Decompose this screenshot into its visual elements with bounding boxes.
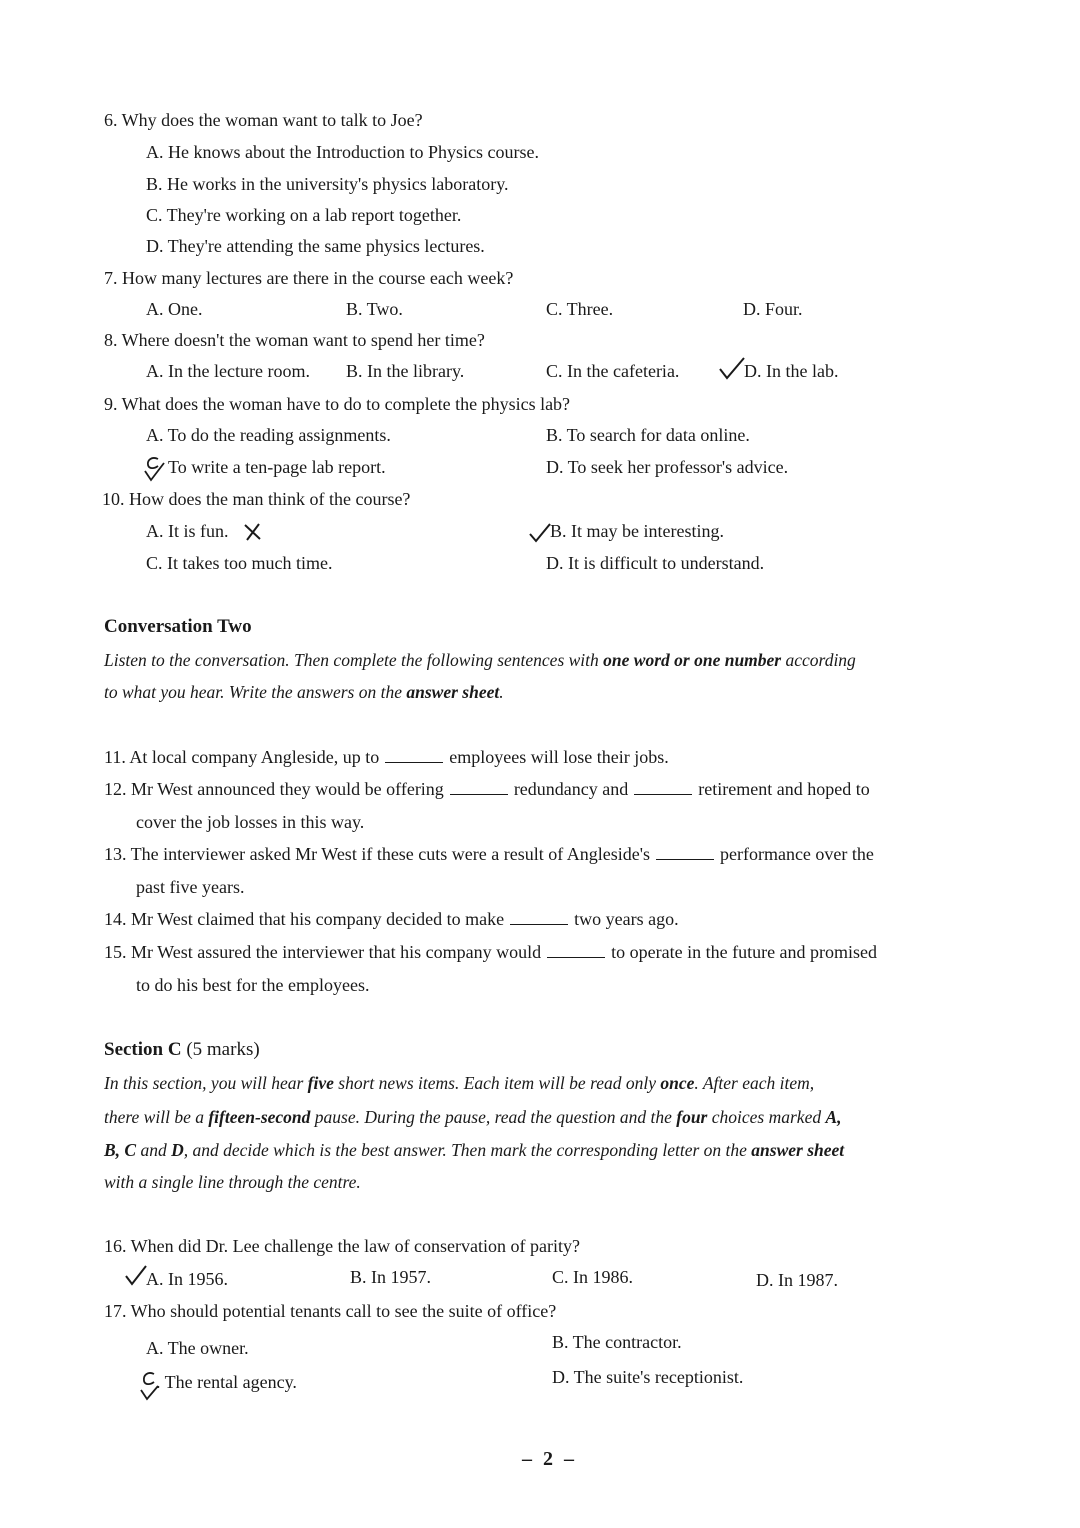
q10-stem: 10. How does the man think of the course? bbox=[102, 489, 411, 509]
q9-stem: 9. What does the woman have to do to complete the physics lab? bbox=[104, 394, 571, 414]
q17-stem: 17. Who should potential tenants call to see the suite of office? bbox=[104, 1301, 557, 1321]
q8-option-d: D. In the lab. bbox=[744, 361, 839, 381]
q6-stem: 6. Why does the woman want to talk to Joe? bbox=[104, 110, 423, 130]
conversation-two-instruction-line2: to what you hear. Write the answers on the answer sheet. bbox=[104, 682, 504, 702]
q6-option-a: A. He knows about the Introduction to Physics course. bbox=[146, 142, 539, 162]
answer-blank bbox=[634, 778, 692, 795]
q14: 14. Mr West claimed that his company decided to make two years ago. bbox=[104, 909, 679, 929]
q16-option-b: B. In 1957. bbox=[350, 1267, 431, 1287]
q17-option-b: B. The contractor. bbox=[552, 1332, 682, 1352]
q9-option-a: A. To do the reading assignments. bbox=[146, 425, 391, 445]
q7-option-b: B. Two. bbox=[346, 299, 403, 319]
q10-option-b: B. It may be interesting. bbox=[550, 521, 724, 541]
handwritten-c-checkmark-icon bbox=[142, 453, 166, 483]
q6-option-c: C. They're working on a lab report together. bbox=[146, 205, 462, 225]
q10-option-a: A. It is fun. bbox=[146, 521, 229, 541]
q7-option-c: C. Three. bbox=[546, 299, 614, 319]
q9-option-c: To write a ten-page lab report. bbox=[168, 457, 386, 477]
q8-stem: 8. Where doesn't the woman want to spend her time? bbox=[104, 330, 485, 350]
q15-continuation: to do his best for the employees. bbox=[136, 975, 370, 995]
conversation-two-instruction-line1: Listen to the conversation. Then complete the following sentences with one word or one number according bbox=[104, 650, 856, 670]
checkmark-icon bbox=[718, 356, 746, 382]
conversation-two-heading: Conversation Two bbox=[104, 616, 252, 637]
section-c-instruction-line2: there will be a fifteen-second pause. During the pause, read the question and the four choices marked A, bbox=[104, 1107, 842, 1127]
section-c-instruction-line4: with a single line through the centre. bbox=[104, 1172, 361, 1192]
page-number: – 2 – bbox=[522, 1448, 577, 1470]
answer-blank bbox=[656, 843, 714, 860]
checkmark-icon bbox=[528, 520, 552, 544]
checkmark-icon bbox=[124, 1263, 148, 1287]
q13: 13. The interviewer asked Mr West if these cuts were a result of Angleside's performance over the bbox=[104, 844, 874, 864]
q8-option-c: C. In the cafeteria. bbox=[546, 361, 680, 381]
q9-option-b: B. To search for data online. bbox=[546, 425, 750, 445]
answer-blank bbox=[450, 778, 508, 795]
section-c-instruction-line3: B, C and D, and decide which is the best answer. Then mark the corresponding letter on the answer sheet bbox=[104, 1140, 845, 1160]
section-c-heading: Section C (5 marks) bbox=[104, 1039, 260, 1060]
q9-option-d: D. To seek her professor's advice. bbox=[546, 457, 789, 477]
q15: 15. Mr West assured the interviewer that his company would to operate in the future and promised bbox=[104, 942, 878, 962]
q11: 11. At local company Angleside, up to employees will lose their jobs. bbox=[104, 747, 669, 767]
answer-blank bbox=[385, 746, 443, 763]
q12: 12. Mr West announced they would be offering redundancy and retirement and hoped to bbox=[104, 779, 870, 799]
q7-option-d: D. Four. bbox=[743, 299, 803, 319]
q8-option-b: B. In the library. bbox=[346, 361, 465, 381]
cross-mark-icon bbox=[242, 521, 264, 543]
q10-option-c: C. It takes too much time. bbox=[146, 553, 333, 573]
q17-option-a: A. The owner. bbox=[146, 1338, 249, 1358]
answer-blank bbox=[547, 941, 605, 958]
q7-option-a: A. One. bbox=[146, 299, 203, 319]
q16-option-a: A. In 1956. bbox=[146, 1269, 228, 1289]
q6-option-b: B. He works in the university's physics laboratory. bbox=[146, 174, 509, 194]
answer-blank bbox=[510, 908, 568, 925]
q8-option-a: A. In the lecture room. bbox=[146, 361, 310, 381]
q6-option-d: D. They're attending the same physics lectures. bbox=[146, 236, 485, 256]
q17-option-d: D. The suite's receptionist. bbox=[552, 1367, 744, 1387]
q12-continuation: cover the job losses in this way. bbox=[136, 812, 365, 832]
section-c-instruction-line1: In this section, you will hear five short news items. Each item will be read only once. After each item, bbox=[104, 1073, 815, 1093]
q17-option-c: . The rental agency. bbox=[156, 1372, 297, 1392]
q16-stem: 16. When did Dr. Lee challenge the law of conservation of parity? bbox=[104, 1236, 580, 1256]
q10-option-d: D. It is difficult to understand. bbox=[546, 553, 765, 573]
q16-option-d: D. In 1987. bbox=[756, 1270, 838, 1290]
q16-option-c: C. In 1986. bbox=[552, 1267, 633, 1287]
q13-continuation: past five years. bbox=[136, 877, 245, 897]
q7-stem: 7. How many lectures are there in the course each week? bbox=[104, 268, 514, 288]
